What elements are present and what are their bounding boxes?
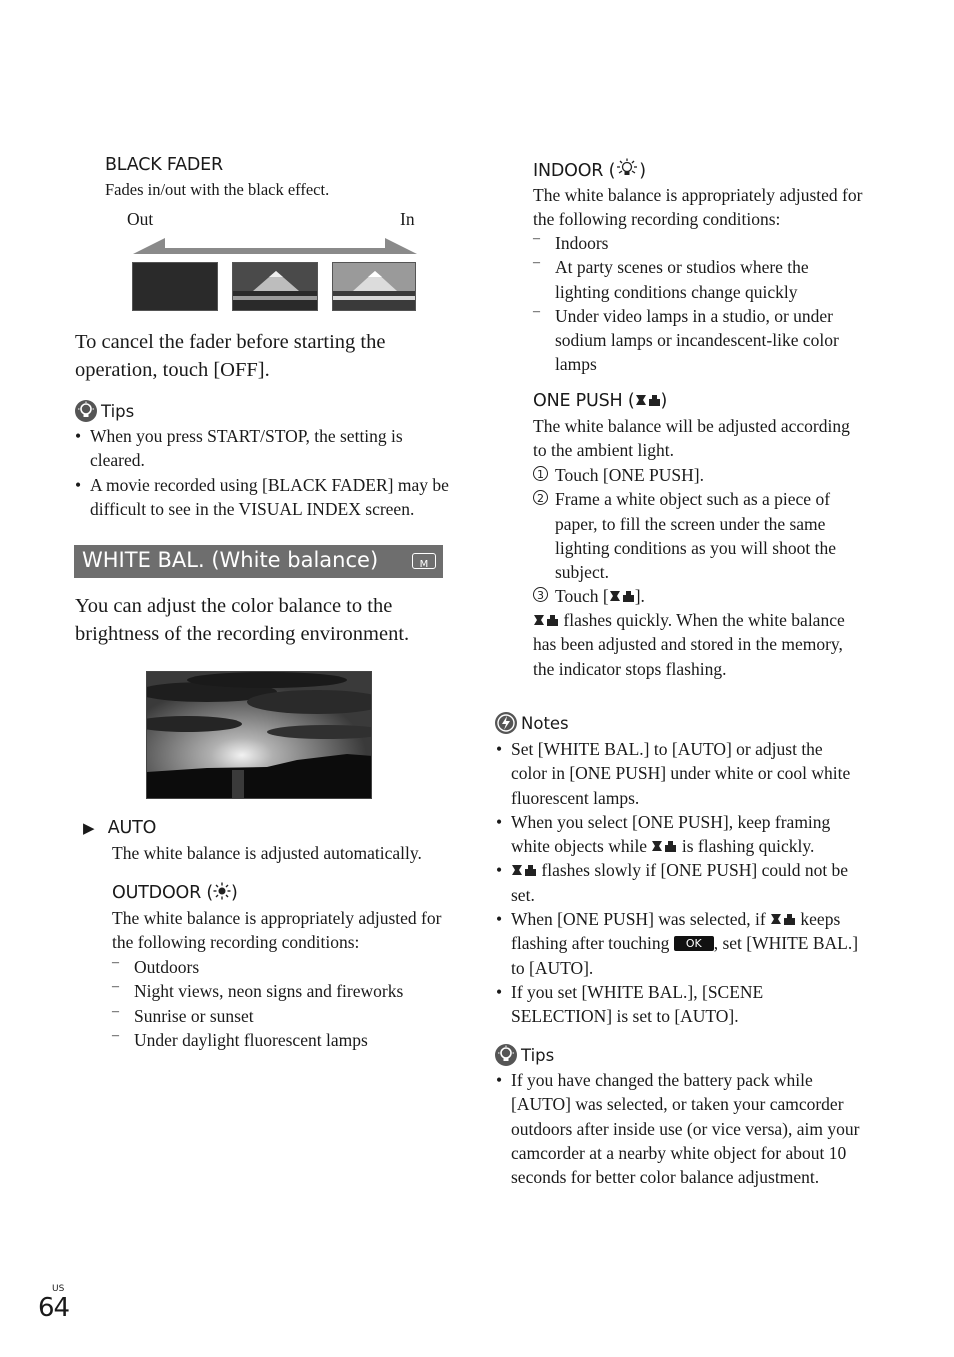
- sunset-photo: [146, 671, 372, 799]
- step-number: 1: [533, 466, 548, 481]
- indoor-item: – At party scenes or studios where the lighting conditions change quickly: [533, 255, 863, 304]
- outdoor-item: – Night views, neon signs and fireworks: [112, 979, 442, 1003]
- auto-desc: The white balance is adjusted automatically.: [112, 843, 422, 863]
- ok-button: OK: [674, 936, 714, 951]
- section-title: WHITE BAL. (White balance): [82, 548, 379, 572]
- default-setting-marker-icon: ▶: [83, 819, 95, 837]
- one-push-icon: [651, 838, 677, 854]
- one-push-icon: [533, 612, 559, 628]
- auto-title: AUTO: [107, 818, 157, 838]
- fader-in-label: In: [400, 209, 415, 229]
- notes-list: [496, 737, 861, 1029]
- tips2-list: [496, 1068, 861, 1189]
- step-number: 2: [533, 490, 548, 505]
- one-push-after: flashes quickly. When the white balance has been adjusted and stored in the memory, the indicator stops flashing.: [533, 610, 845, 679]
- intro-line2: brightness of the recording environment.: [75, 623, 410, 645]
- section-title-bar: [74, 545, 443, 578]
- fader-arrow-icon: [130, 234, 420, 258]
- outdoor-title: OUTDOOR ( ): [112, 883, 238, 903]
- note-item: • flashes slowly if [ONE PUSH] could not be set.: [496, 858, 861, 907]
- indoor-list: [533, 231, 863, 377]
- one-push-step: 3 Touch [ ].: [533, 584, 858, 608]
- one-push-icon: [635, 392, 661, 408]
- tip-item: • A movie recorded using [BLACK FADER] may be difficult to see in the VISUAL INDEX screen.: [75, 473, 450, 522]
- outdoor-list: [112, 955, 442, 1052]
- one-push-steps: [533, 463, 858, 609]
- movie-mode-icon: M: [412, 553, 436, 569]
- one-push-title: ONE PUSH ( ): [533, 391, 668, 411]
- indoor-item: – Under video lamps in a studio, or under sodium lamps or incandescent-like color lamps: [533, 304, 863, 377]
- fader-thumb-mid: [232, 262, 318, 311]
- lightbulb-icon: [495, 1044, 517, 1066]
- one-push-icon: [609, 588, 635, 604]
- lightbulb-icon: [75, 400, 97, 422]
- notes-title: Notes: [521, 714, 569, 733]
- indoor-item: – Indoors: [533, 231, 863, 255]
- tips2-heading: [495, 1044, 554, 1066]
- one-push-step: 2 Frame a white object such as a piece of paper, to fill the screen under the same lighting conditions as you will shoot the subject.: [533, 487, 858, 584]
- tips-title: Tips: [101, 402, 135, 421]
- note-item: • When [ONE PUSH] was selected, if keeps flashing after touching OK , set [WHITE BAL.] to [AUTO].: [496, 907, 861, 980]
- tips-list: [75, 424, 450, 521]
- fader-thumb-black: [132, 262, 218, 311]
- one-push-icon: [511, 862, 537, 878]
- page-number: 64: [38, 1293, 70, 1323]
- tip-item: • When you press START/STOP, the setting is cleared.: [75, 424, 450, 473]
- notes-icon: [495, 712, 517, 734]
- one-push-step: 1 Touch [ONE PUSH].: [533, 463, 858, 487]
- tips-heading: [75, 400, 134, 422]
- auto-title-row: [83, 817, 156, 839]
- notes-heading: [495, 712, 569, 734]
- tip-item: • If you have changed the battery pack while [AUTO] was selected, or taken your camcorder outdoors after inside use (or vice versa), aim your camcorder at a nearby white object for about 10 seconds for better color balance adjustment.: [496, 1068, 861, 1189]
- one-push-desc: The white balance will be adjusted according to the ambient light.: [533, 416, 850, 461]
- one-push-icon: [770, 911, 796, 927]
- outdoor-item: – Under daylight fluorescent lamps: [112, 1028, 442, 1052]
- fader-thumb-full: [332, 262, 416, 311]
- note-item: • If you set [WHITE BAL.], [SCENE SELECTION] is set to [AUTO].: [496, 980, 861, 1029]
- indoor-title: INDOOR ( ): [533, 158, 646, 182]
- sun-icon: [213, 882, 231, 900]
- indoor-desc: The white balance is appropriately adjusted for the following recording conditions:: [533, 185, 863, 230]
- cancel-fader-line1: To cancel the fader before starting the: [75, 331, 386, 353]
- black-fader-title: BLACK FADER: [105, 155, 224, 175]
- step-number: 3: [533, 587, 548, 602]
- outdoor-item: – Sunrise or sunset: [112, 1004, 442, 1028]
- note-item: • Set [WHITE BAL.] to [AUTO] or adjust the color in [ONE PUSH] under white or cool white fluorescent lamps.: [496, 737, 861, 810]
- outdoor-item: – Outdoors: [112, 955, 442, 979]
- region-code: US: [52, 1284, 65, 1294]
- indoor-bulb-icon: [615, 158, 639, 178]
- outdoor-desc: The white balance is appropriately adjusted for the following recording conditions:: [112, 908, 442, 953]
- note-item: • When you select [ONE PUSH], keep framing white objects while is flashing quickly.: [496, 810, 861, 859]
- tips2-title: Tips: [521, 1046, 555, 1065]
- black-fader-desc: Fades in/out with the black effect.: [105, 180, 330, 199]
- fader-out-label: Out: [127, 209, 154, 229]
- cancel-fader-line2: operation, touch [OFF].: [75, 359, 270, 381]
- intro-line1: You can adjust the color balance to the: [75, 595, 393, 617]
